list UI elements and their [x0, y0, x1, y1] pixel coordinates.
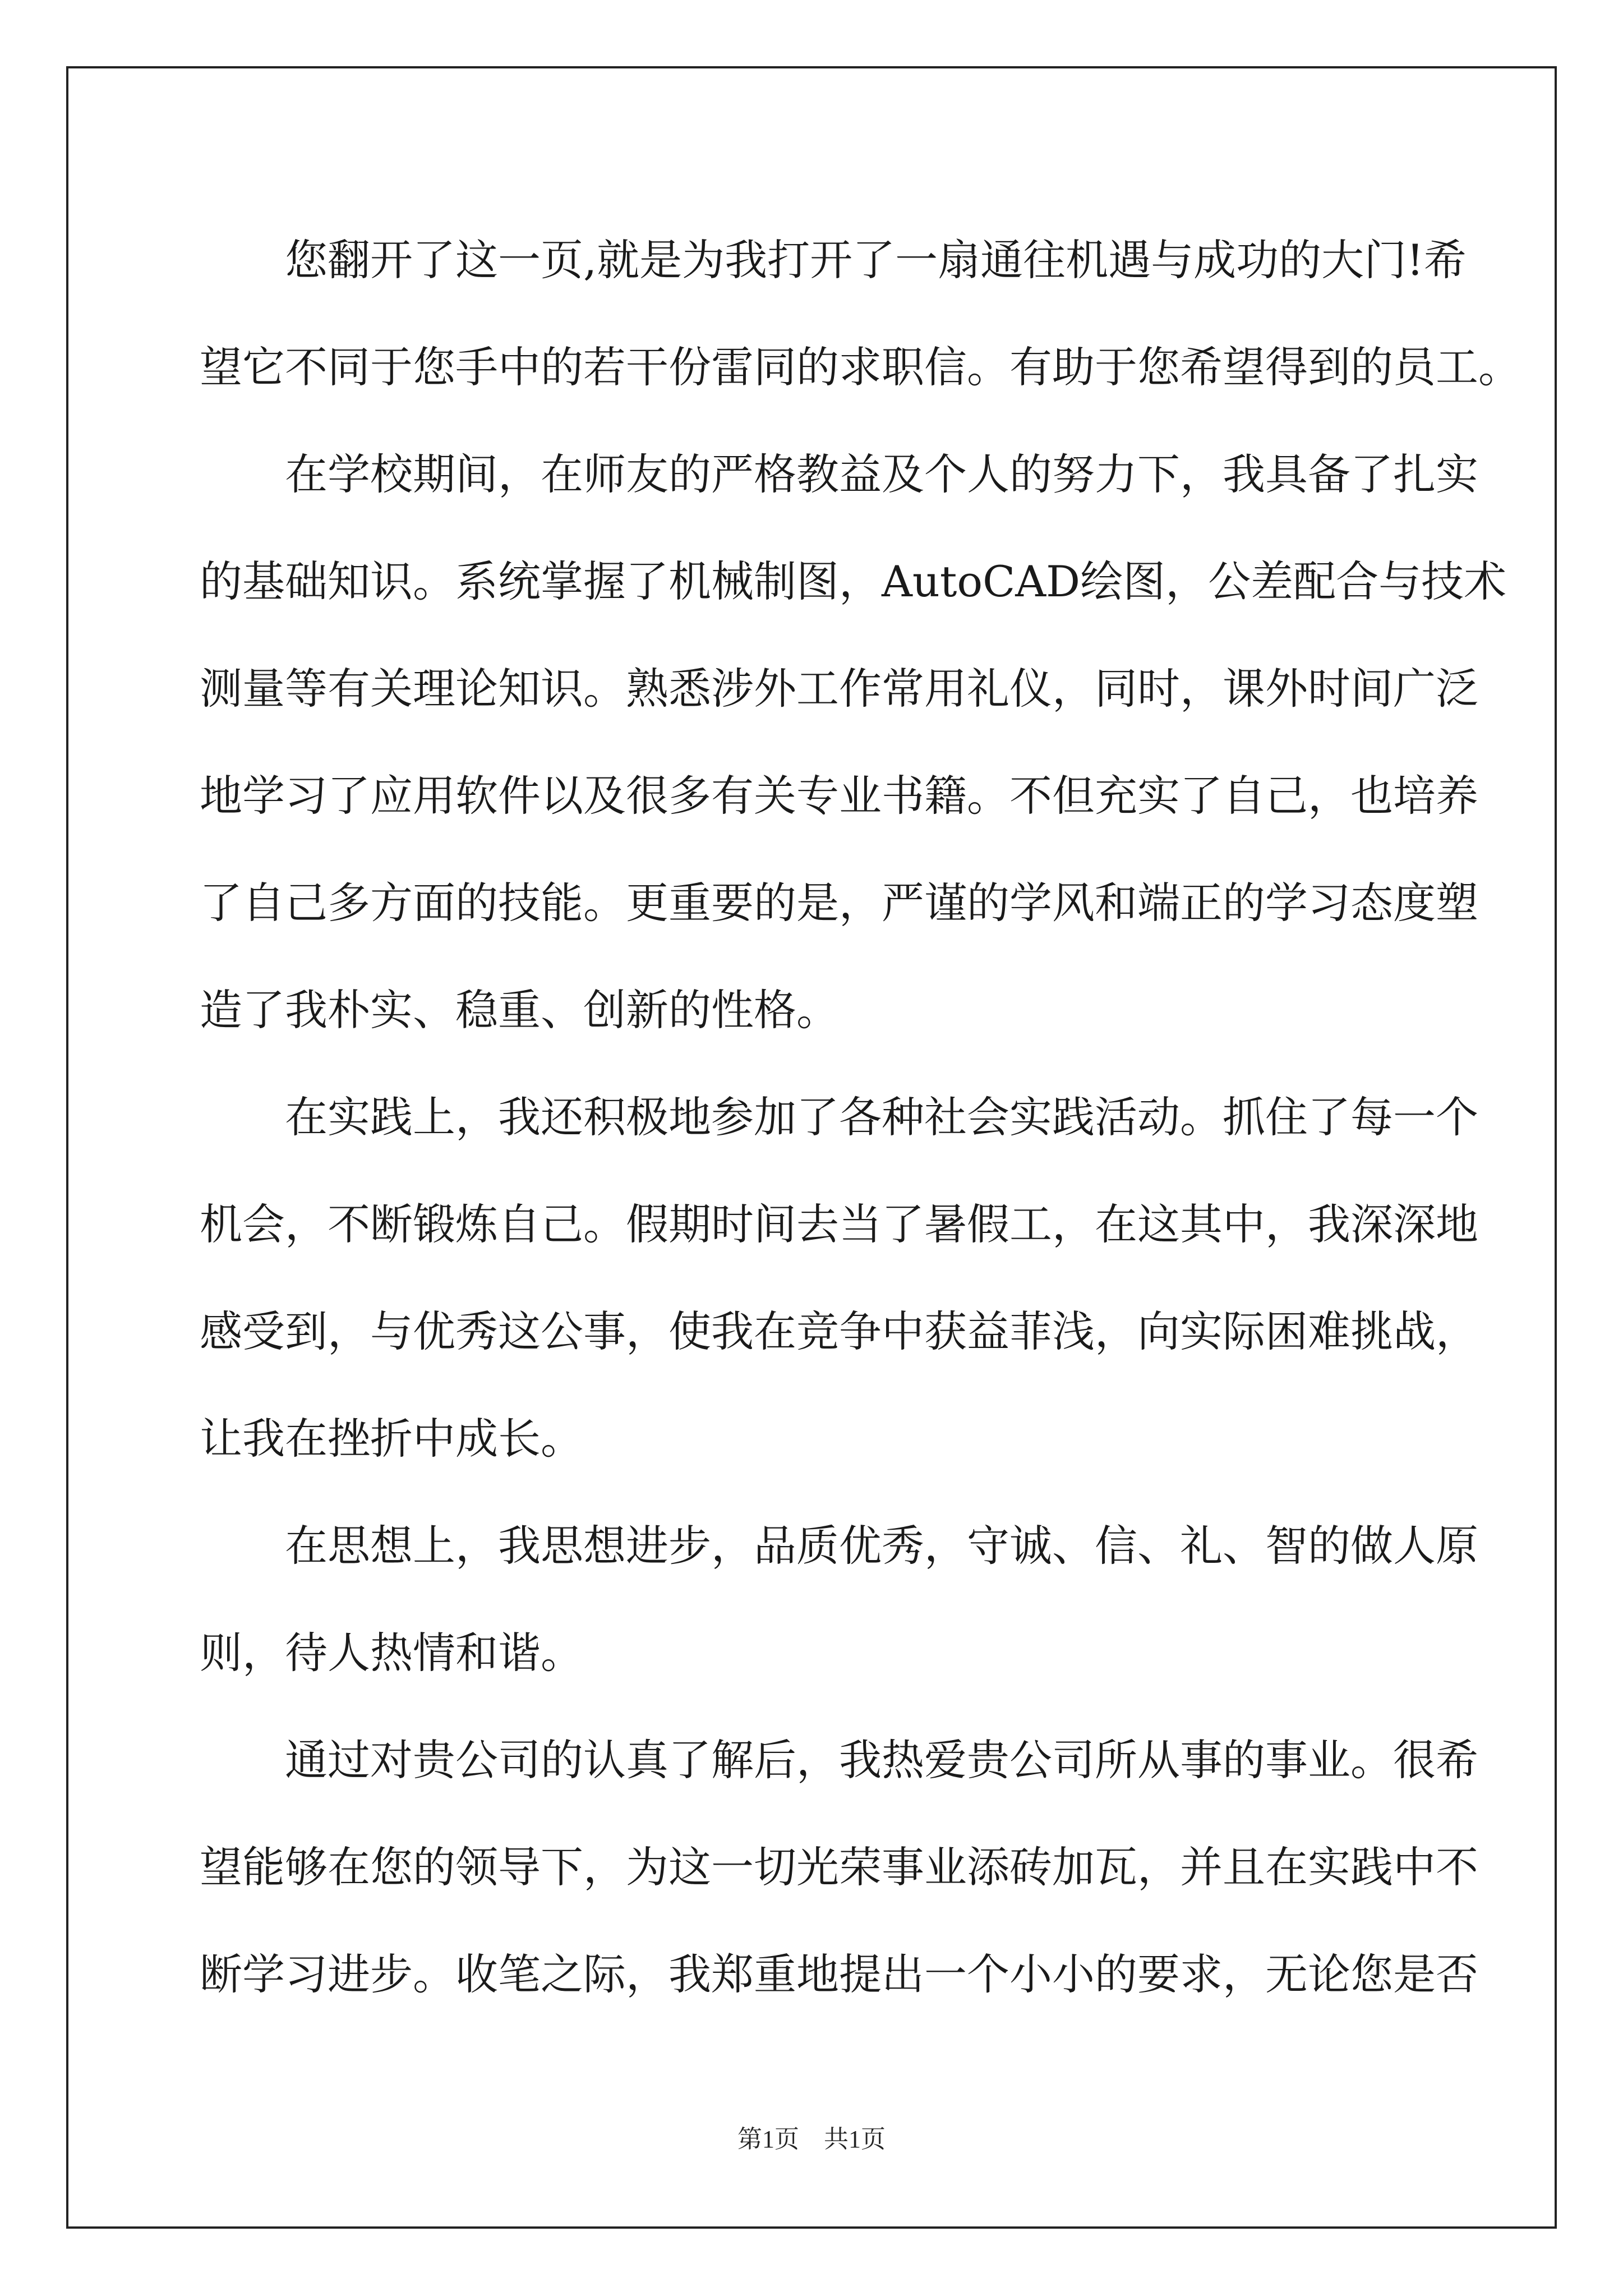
text-line: 通过对贵公司的认真了解后，我热爱贵公司所从事的事业。很希 [200, 1735, 1478, 1785]
text-line: 断学习进步。收笔之际，我郑重地提出一个小小的要求，无论您是否 [200, 1949, 1478, 1999]
text-line: 在学校期间，在师友的严格教益及个人的努力下，我具备了扎实 [200, 449, 1478, 499]
text-line: 造了我朴实、稳重、创新的性格。 [200, 985, 839, 1035]
text-line: 地学习了应用软件以及很多有关专业书籍。不但充实了自己，也培养 [200, 771, 1478, 821]
text-line: 机会，不断锻炼自己。假期时间去当了暑假工，在这其中，我深深地 [200, 1199, 1478, 1249]
text-line: 在实践上，我还积极地参加了各种社会实践活动。抓住了每一个 [200, 1092, 1478, 1142]
text-line: 在思想上，我思想进步，品质优秀，守诚、信、礼、智的做人原 [200, 1521, 1478, 1571]
text-line: 的基础知识。系统掌握了机械制图，AutoCAD绘图，公差配合与技术 [200, 556, 1507, 606]
text-line: 了自己多方面的技能。更重要的是，严谨的学风和端正的学习态度塑 [200, 878, 1478, 928]
letter-body [200, 206, 1521, 2028]
text-line: 望能够在您的领导下，为这一切光荣事业添砖加瓦，并且在实践中不 [200, 1842, 1478, 1892]
text-line: 望它不同于您手中的若干份雷同的求职信。有助于您希望得到的员工。 [200, 342, 1521, 392]
text-line: 您翻开了这一页,就是为我打开了一扇通往机遇与成功的大门!希 [200, 235, 1467, 285]
text-line: 让我在挫折中成长。 [200, 1414, 583, 1464]
text-line: 测量等有关理论知识。熟悉涉外工作常用礼仪，同时，课外时间广泛 [200, 664, 1478, 714]
text-line: 则，待人热情和谐。 [200, 1628, 583, 1678]
page-footer: 第1页 共1页 [737, 2125, 886, 2153]
text-line: 感受到，与优秀这公事，使我在竞争中获益菲浅，向实际困难挑战， [200, 1306, 1478, 1356]
